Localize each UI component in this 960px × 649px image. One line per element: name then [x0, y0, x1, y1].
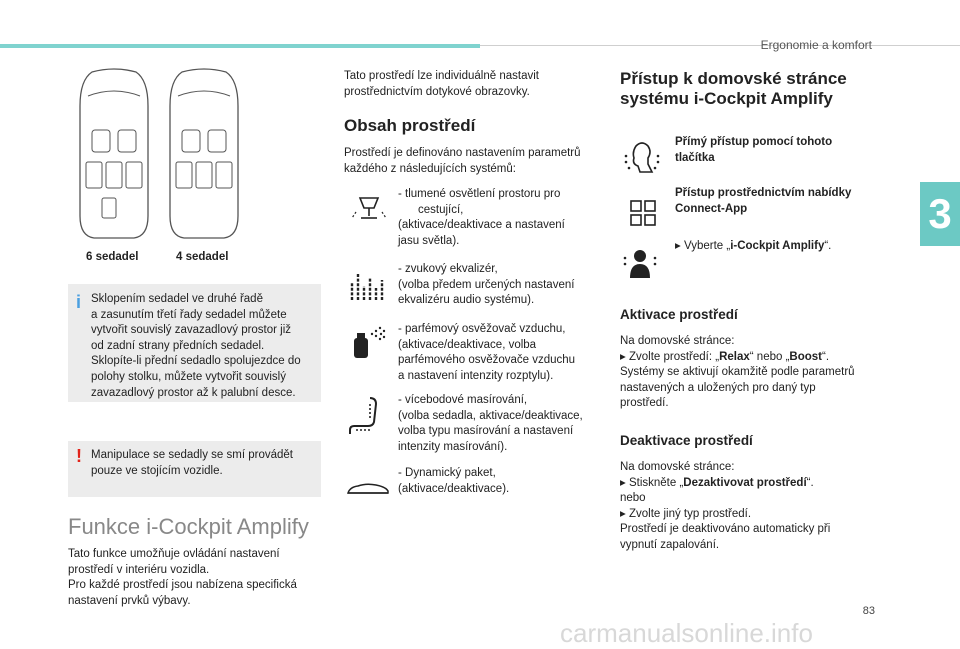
intro-line: prostřednictvím dotykové obrazovky.: [344, 85, 530, 98]
activate-line: nastavených a uložených pro daný typ: [620, 381, 816, 394]
item-line: - zvukový ekvalizér,: [398, 263, 498, 275]
arrow-bullet-icon: ▸: [620, 476, 629, 489]
i-cockpit-app-icon: [622, 244, 658, 280]
warning-note: [68, 441, 321, 497]
item-line: (volba sedadla, aktivace/deaktivace,: [398, 409, 583, 422]
activate-line: prostředí.: [620, 397, 669, 410]
section-title: Ergonomie a komfort: [760, 38, 872, 52]
deactivate-line: vypnutí zapalování.: [620, 538, 720, 551]
left-line: Pro každé prostředí jsou nabízena specifická: [68, 579, 297, 592]
item-line: volba typu masírování a nastavení: [398, 425, 574, 438]
deactivate-body: [620, 460, 830, 554]
access-line: Přímý přístup pomocí tohoto: [675, 136, 833, 148]
header-accent-bar: [0, 44, 480, 48]
item-line: - Dynamický paket,: [398, 467, 496, 479]
warning-line: Manipulace se sedadly se smí provádět: [91, 449, 293, 461]
desc-line: Prostředí je definováno nastavením parametrů: [344, 147, 581, 159]
left-line: prostředí v interiéru vozidla.: [68, 563, 210, 576]
grid-apps-icon: [630, 200, 656, 226]
access-line: Přístup prostřednictvím nabídky: [675, 187, 852, 199]
watermark: carmanualsonline.info: [560, 618, 813, 648]
access-item: [675, 135, 832, 166]
seat-diagram-4: [164, 66, 244, 242]
deactivate-option: Dezaktivovat prostředí: [683, 476, 807, 489]
access-heading-line: Přístup k domovské stránce: [620, 69, 847, 88]
info-line: Sklopíte-li přední sedadlo spolujezdce do: [91, 355, 301, 368]
access-item: [675, 186, 851, 217]
item-line: (aktivace/deaktivace).: [398, 482, 510, 495]
seat-label-4: 4 sedadel: [176, 251, 229, 263]
item-line: parfémového osvěžovače vzduchu: [398, 354, 576, 367]
seat-label-6: 6 sedadel: [86, 251, 139, 263]
info-line: Sklopením sedadel ve druhé řadě: [91, 293, 263, 305]
item-line: jasu světla).: [398, 234, 460, 247]
left-paragraph: [68, 547, 297, 609]
select-instruction: [675, 239, 831, 255]
activate-text: “ nebo „: [749, 350, 790, 363]
item-line: a nastavení intenzity rozptylu).: [398, 369, 554, 382]
left-line: Tato funkce umožňuje ovládání nastavení: [68, 548, 280, 560]
info-line: zavazadlový prostor až k palubní desce.: [91, 386, 296, 399]
info-line: a zasunutím třetí řady sedadel můžete: [91, 308, 287, 321]
deactivate-line: nebo: [620, 492, 646, 505]
item-line: intenzity masírování).: [398, 440, 508, 453]
item-line: - parfémový osvěžovač vzduchu,: [398, 323, 566, 335]
deactivate-line: Prostředí je deaktivováno automaticky při: [620, 523, 831, 536]
info-icon: i: [76, 292, 82, 312]
access-line: Connect-App: [675, 202, 748, 215]
info-line: polohy stolku, můžete vytvořit souvislý: [91, 370, 286, 383]
activate-text: Zvolte prostředí: „: [628, 350, 720, 363]
left-line: nastavení prvků výbavy.: [68, 594, 191, 607]
item-line: - tlumené osvětlení prostoru pro: [398, 188, 561, 200]
content-description: [344, 146, 581, 177]
seat-diagram-6: [74, 66, 154, 242]
deactivate-line: Na domovské stránce:: [620, 461, 735, 473]
deactivate-text: Stiskněte „: [628, 476, 684, 489]
info-line: vytvořit souvislý zavazadlový prostor již: [91, 324, 292, 337]
content-item: [398, 187, 565, 249]
section-heading: Funkce i-Cockpit Amplify: [68, 514, 309, 539]
desc-line: každého z následujících systémů:: [344, 162, 516, 175]
content-item: [398, 466, 509, 497]
i-cockpit-head-icon: [622, 138, 662, 178]
activate-line: Systémy se aktivují okamžitě podle parametrů: [620, 366, 855, 379]
activate-line: Na domovské stránce:: [620, 335, 735, 347]
item-line: - vícebodové masírování,: [398, 394, 528, 406]
select-option: i-Cockpit Amplify: [730, 240, 825, 252]
arrow-bullet-icon: ▸: [620, 507, 629, 520]
item-line: (aktivace/deaktivace a nastavení: [398, 219, 565, 232]
info-note: [68, 284, 321, 402]
intro-line: Tato prostředí lze individuálně nastavit: [344, 70, 539, 82]
access-heading-line: systému i-Cockpit Amplify: [620, 89, 833, 108]
dynamic-pack-car-icon: [346, 481, 390, 497]
access-line: tlačítka: [675, 151, 715, 164]
arrow-bullet-icon: ▸: [675, 240, 684, 252]
activate-body: [620, 334, 855, 412]
info-line: od zadní strany předních sedadel.: [91, 339, 265, 352]
access-heading: [620, 69, 847, 109]
warning-icon: !: [76, 446, 82, 466]
deactivate-text: “.: [806, 476, 814, 489]
mode-relax: Relax: [719, 350, 750, 363]
content-item: [398, 262, 574, 309]
deactivate-text: Zvolte jiný typ prostředí.: [628, 507, 752, 520]
content-item: [398, 393, 583, 455]
mode-boost: Boost: [789, 350, 823, 363]
deactivate-heading: Deaktivace prostředí: [620, 433, 753, 448]
content-item: [398, 322, 575, 384]
arrow-bullet-icon: ▸: [620, 350, 629, 363]
activate-heading: Aktivace prostředí: [620, 307, 738, 322]
activate-text: “.: [822, 350, 830, 363]
header-rule: [480, 45, 960, 46]
content-heading: Obsah prostředí: [344, 116, 476, 135]
item-line: cestující,: [418, 203, 464, 216]
equalizer-icon: [348, 270, 388, 302]
massage-seat-icon: [348, 396, 384, 436]
item-line: (aktivace/deaktivace, volba: [398, 338, 537, 351]
middle-intro: [344, 69, 539, 100]
ambient-light-icon: [350, 194, 388, 224]
select-text: Vyberte „: [683, 240, 731, 252]
item-line: ekvalizéru audio systému).: [398, 294, 535, 307]
item-line: (volba předem určených nastavení: [398, 278, 575, 291]
perfume-diffuser-icon: [350, 324, 386, 360]
select-text: “.: [824, 240, 832, 252]
page-number: 83: [862, 605, 875, 617]
chapter-tab: 3: [920, 182, 960, 246]
warning-line: pouze ve stojícím vozidle.: [91, 464, 223, 477]
